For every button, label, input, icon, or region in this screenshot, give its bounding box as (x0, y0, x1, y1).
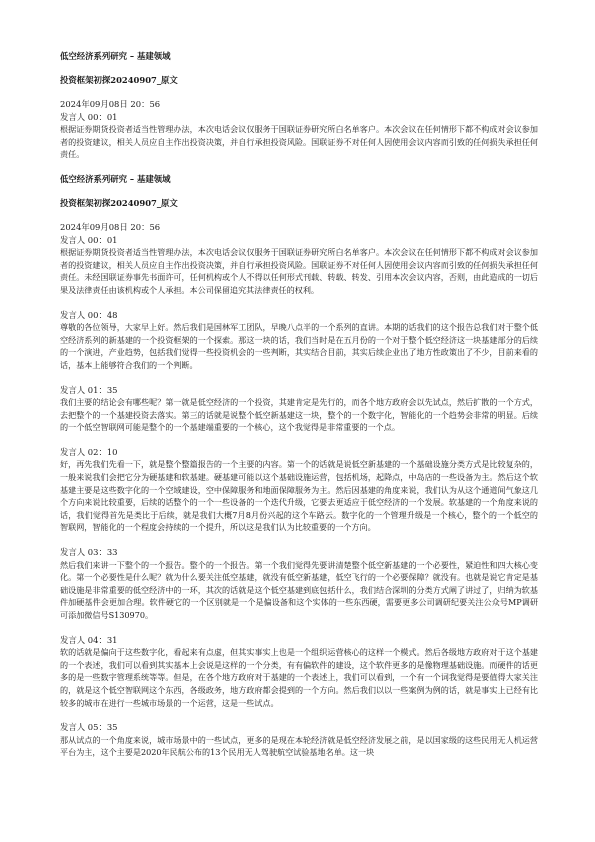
spacer (60, 709, 538, 721)
speaker-timestamp: 发言人 04：31 (60, 634, 118, 645)
spacer (60, 534, 538, 546)
speaker-timestamp: 发言人 00：01 (60, 234, 118, 245)
paragraph: 根据证券期货投资者适当性管理办法，本次电话会议仅服务于国联证券研究所白名单客户。本次会议在任何情形下都不构成对会议参加者的投资建议，相关人员应自主作出投资决策，并自行承担投资风险。国联证券不对任何人因使用会议内容而引致的任何损失承担任何责任。 (60, 124, 538, 160)
paragraph: 好，再先我们先看一下，就是整个整篇报告的一个主要的内容。第一个的话就是说低空新基建的一个基础设施分类方式是比较复杂的，一般来说我们会把它分为硬基建和软基建。硬基建可能以这个基础设施运营，包括机场，起降点，中岛店的一些设备为主。然后这个软基建主要是这些数字化的一个空域建设，空中保障服务和地面保障服务为主。然后因基建的角度来说，我们认为从这个通道间气象这几个方向来说比较重要，后续的话整个的一个一些设备的一个迭代升级，它要去更适应于低空经济的一个发展。软基建的一个角度来说的话，我们觉得首先是类比于后续，就是我们大概7月8月份兴起的这个车路云。数字化的一个管理升级是一个核心，整个的一个低空的智联网，智能化的一个程度会持续的一个提升，所以这是我们认为比较重要的一个方向。 (60, 459, 538, 533)
spacer (60, 372, 538, 384)
paragraph: 根据证券期货投资者适当性管理办法，本次电话会议仅服务于国联证券研究所白名单客户。本次会议在任何情形下都不构成对会议参加者的投资建议，相关人员应自主作出投资决策，并自行承担投资风险。国联证券不对任何人因使用会议内容而引致的任何损失承担任何责任。未经国联证券事先书面许可，任何机构或个人不得以任何形式刊载、转载、转发、引用本次会议内容，否则，由此造成的一切后果及法律责任由该机构或个人承担。本公司保留追究其法律责任的权利。 (60, 247, 538, 295)
paragraph: 我们主要的结论会有哪些呢？第一就是低空经济的一个投资，其建肯定是先行的，而各个地方政府会以先试点，然后扩散的一个方式，去把整个的一个基建投资去落实。第三的话就是说整个低空新基建这一块，整个的一个数字化，智能化的一个趋势会非常的明显。后续的一个低空智联网可能是整个的一个基建端重要的一个核心，这个我觉得是非常重要的一个点。 (60, 397, 538, 433)
speaker-timestamp: 发言人 00：48 (60, 309, 118, 320)
section-title: 投资框架初探20240907_原文 (60, 75, 178, 85)
speaker-timestamp: 发言人 00：01 (60, 111, 118, 122)
document-datetime: 2024年09月08日 20：56 (60, 99, 161, 109)
paragraph: 尊敬的各位领导，大家早上好。然后我们是国林军工团队，早晚八点半的一个系列的直讲。本期的话我们的这个报告总我们对于整个低空经济系列的新基建的一个投资框架的一个探索。那这一块的话，我们当时是在五月份的一个对于整个低空经济这一块基建部分的后续的一个演进，产业趋势，包括我们觉得一些投资机会的一些判断，其实结合目前，其实后续企业出了地方性政策出了不少，目前来看的话，基本上能够符合我们的一个判断。 (60, 322, 538, 370)
document-datetime: 2024年09月08日 20：56 (60, 221, 161, 232)
spacer (60, 86, 538, 98)
paragraph: 然后我们来讲一下整个的一个报告。整个的一个报告。第一个我们觉得先要讲清楚整个低空新基建的一个必要性，紧迫性和四大核心变化。第一个必要性是什么呢？就为什么要关注低空基建，就没有低空新基建，低空飞行的一个必要保障？就没有。也就是说它肯定是基础设施是非常重要的低空经济中的一环，其次的话就是这个低空基建到底包括什么，我们结合深圳的分类方式阐了讲过了，归纳为软基件加硬基件会更加合理。软件硬它的一个区别就是一个是偏设备和这个实体的一些东西硬，需要更多公司调研纪要关注公众号MP调研可添加微信号S130970。 (60, 559, 538, 620)
section-title: 投资框架初探20240907_原文 (60, 197, 178, 208)
spacer (60, 161, 538, 173)
paragraph: 那从试点的一个角度来说，城市场景中的一些试点，更多的是现在本轮经济就是低空经济发展之前，是以国家级的这些民用无人机运营平台为主，这个主要是2020年民航公布的13个民用无人驾驶航空试验基地名单。这一块 (60, 734, 538, 758)
section-title: 低空经济系列研究 – 基建领域 (60, 51, 171, 61)
spacer (60, 622, 538, 634)
speaker-timestamp: 发言人 03：33 (60, 547, 118, 558)
speaker-timestamp: 发言人 05：35 (60, 722, 118, 733)
document-page (60, 50, 538, 759)
spacer (60, 209, 538, 221)
section-title: 低空经济系列研究 – 基建领域 (60, 173, 171, 184)
speaker-timestamp: 发言人 01：35 (60, 384, 118, 395)
spacer (60, 62, 538, 74)
spacer (60, 434, 538, 446)
speaker-timestamp: 发言人 02：10 (60, 446, 118, 457)
spacer (60, 185, 538, 197)
spacer (60, 297, 538, 309)
paragraph: 软的话就是偏向于这些数字化，看起来有点虚，但其实事实上也是一个组织运营核心的这样一个模式。然后各级地方政府对于这个基建的一个表述，我们可以看到其实基本上会说是这样的一个分类，有有偏软件的建设，这个软件更多的是像物理基础设施。而硬件的话更多的是一些数字管理系统等等。但是，在各个地方政府对于基建的一个表述上，我们可以看到，一个有一个词我觉得是要值得大家关注的，就是这个低空智联网这个东西，各级政务，地方政府都会提到的一个方向。然后我们以以一些案例为例的话，就是事实上已经有比较多的城市在进行一些城市场景的一个运营，这是一些试点。 (60, 647, 538, 708)
